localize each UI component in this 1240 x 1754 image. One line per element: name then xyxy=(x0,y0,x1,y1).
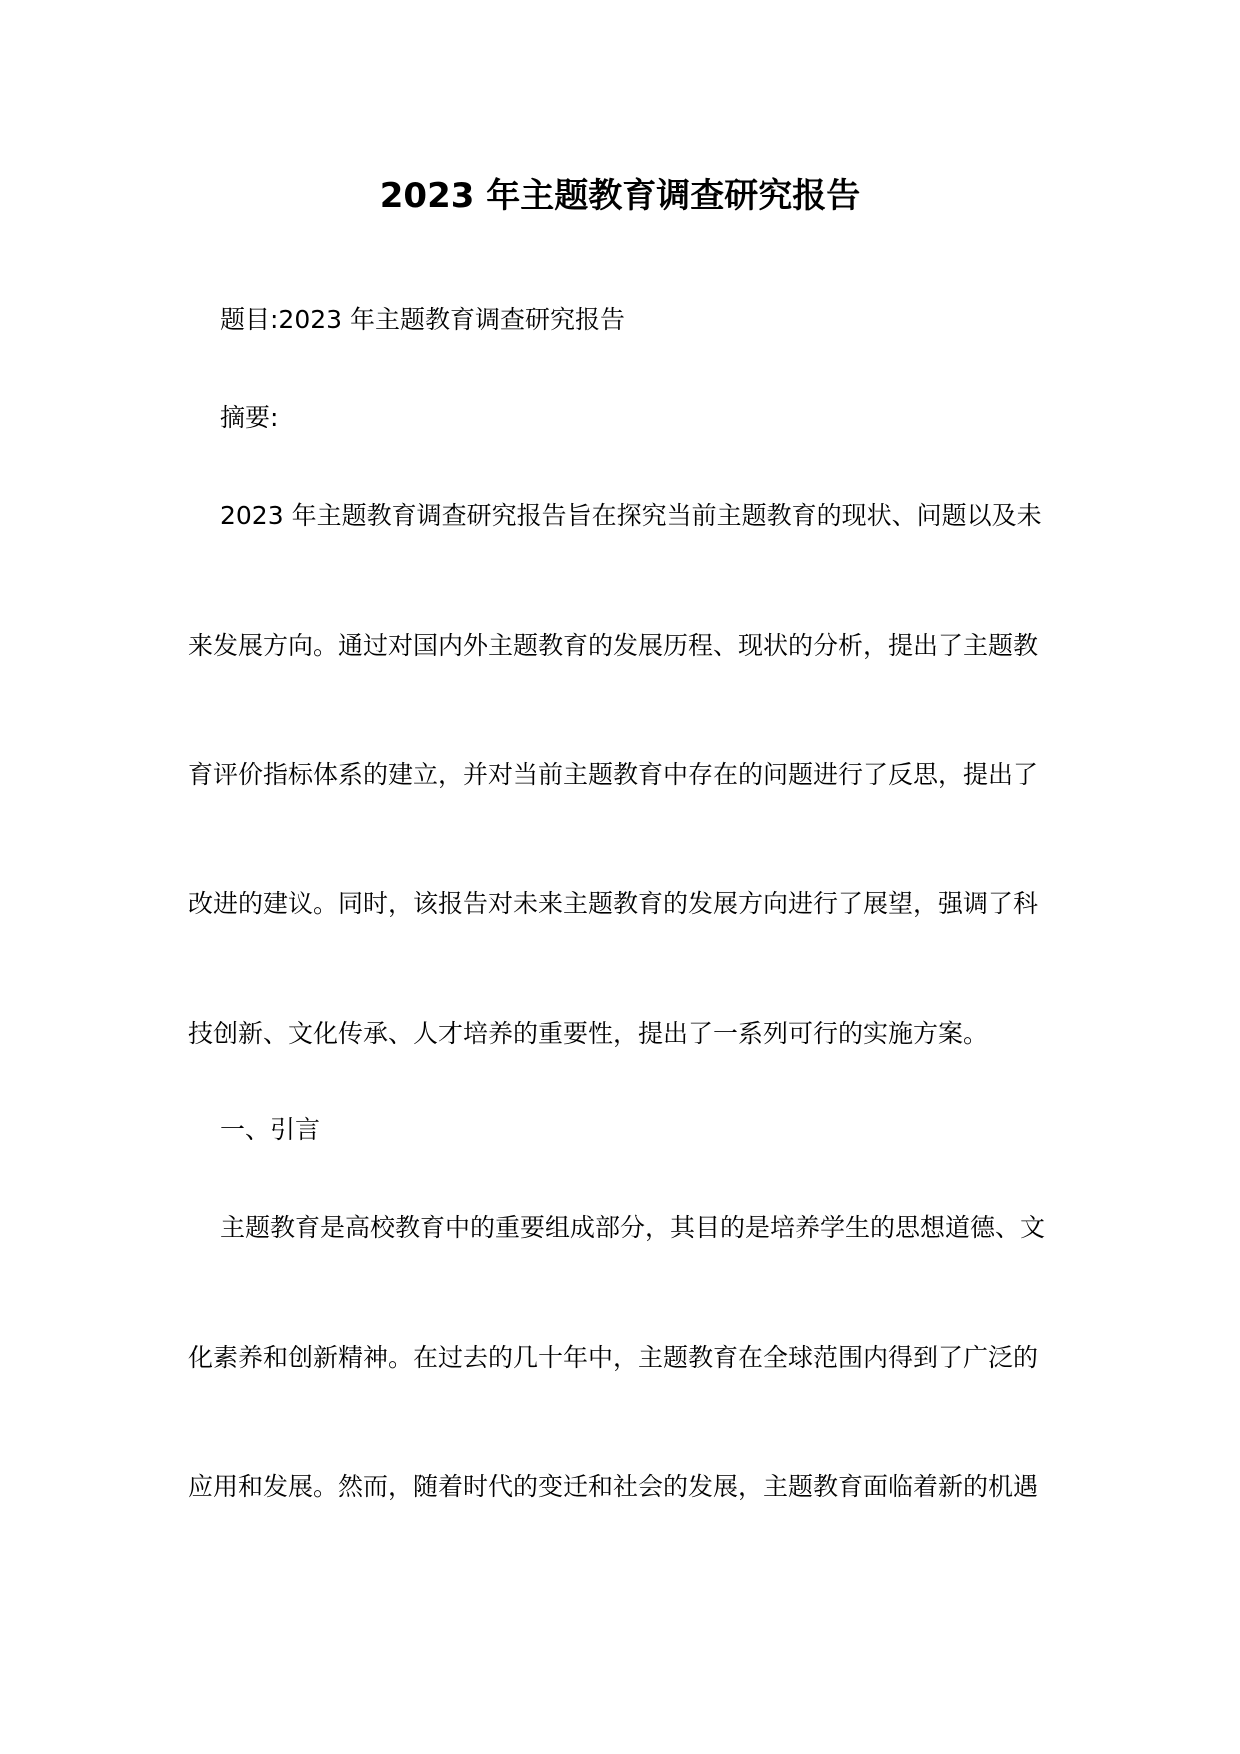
abstract-line: 技创新、文化传承、人才培养的重要性，提出了一系列可行的实施方案。 xyxy=(188,1019,989,1048)
body-line: 主题教育是高校教育中的重要组成部分，其目的是培养学生的思想道德、文 xyxy=(220,1213,1046,1242)
abstract-label: 摘要: xyxy=(220,403,279,432)
abstract-line: 2023 年主题教育调查研究报告旨在探究当前主题教育的现状、问题以及未 xyxy=(220,501,1042,530)
document-title: 2023 年主题教育调查研究报告 xyxy=(379,176,861,216)
abstract-line: 改进的建议。同时，该报告对未来主题教育的发展方向进行了展望，强调了科 xyxy=(188,889,1039,918)
abstract-line: 来发展方向。通过对国内外主题教育的发展历程、现状的分析，提出了主题教 xyxy=(188,631,1039,660)
abstract-line: 育评价指标体系的建立，并对当前主题教育中存在的问题进行了反思，提出了 xyxy=(188,760,1039,789)
section-heading: 一、引言 xyxy=(220,1115,321,1144)
subject-line: 题目:2023 年主题教育调查研究报告 xyxy=(220,305,625,334)
body-line: 应用和发展。然而，随着时代的变迁和社会的发展，主题教育面临着新的机遇 xyxy=(188,1472,1039,1501)
body-line: 化素养和创新精神。在过去的几十年中，主题教育在全球范围内得到了广泛的 xyxy=(188,1343,1039,1372)
